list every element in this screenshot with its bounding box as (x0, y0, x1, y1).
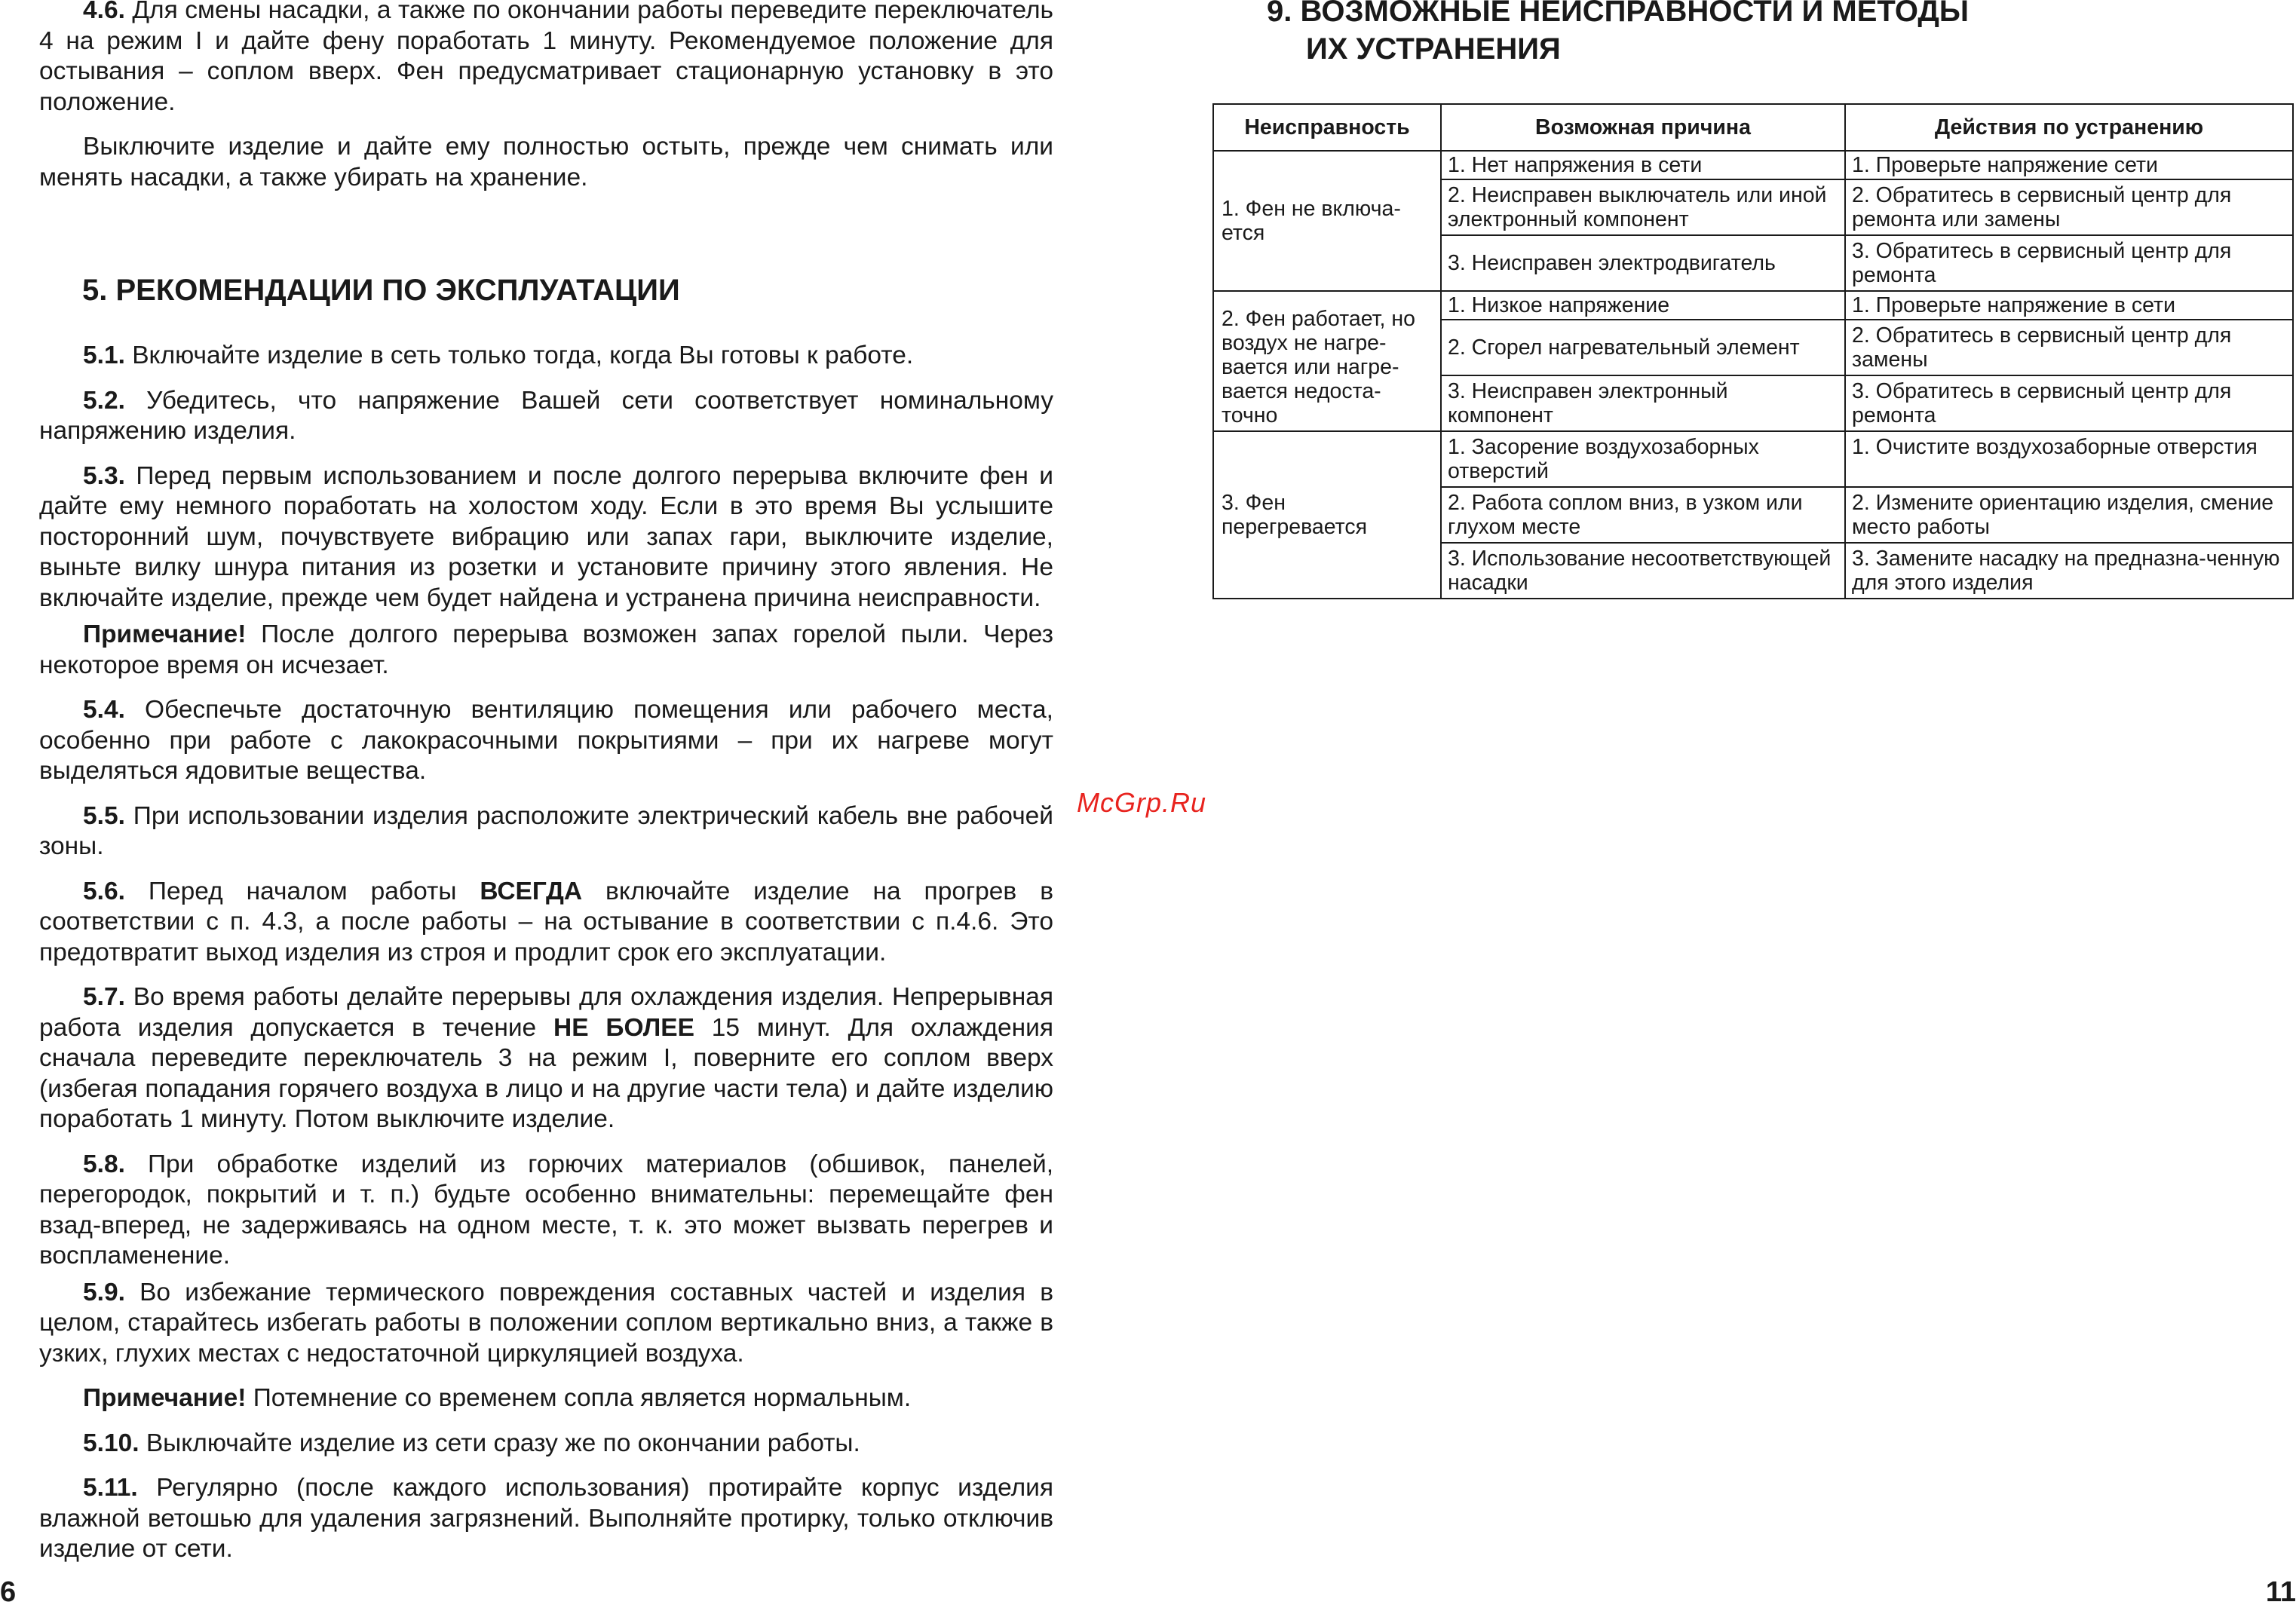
action-cell: 1. Проверьте напряжение сети (1845, 151, 2293, 179)
paragraph-4-6-cont: Выключите изделие и дайте ему полностью остыть, прежде чем снимать или менять насадки, а также убирать на хранение. (39, 133, 1053, 191)
paragraph-5-10: 5.10. Выключайте изделие из сети сразу же по окончании работы. (83, 1429, 860, 1457)
cause-cell: 3. Использование несоответствующей насадки (1441, 543, 1845, 599)
watermark: McGrp.Ru (1077, 787, 1207, 818)
page-number-right: 11 (2265, 1576, 2296, 1608)
fault-cell: 3. Фен перегревается (1213, 431, 1441, 599)
page-number-left: 6 (0, 1576, 17, 1608)
table-header-row (1213, 104, 2293, 151)
left-page (39, 0, 1053, 1579)
paragraph-5-5: 5.5. При использовании изделия расположите электрический кабель вне рабочей зоны. (39, 801, 1053, 860)
section-9-title-line-2: ИХ УСТРАНЕНИЯ (1306, 32, 1561, 66)
paragraph-5-9: 5.9. Во избежание термического повреждения составных частей и изделия в целом, старайтесь избегать работы в положении соплом вертикально вниз, а также в узких, глухих местах с недостаточной циркуляцией воздуха. (39, 1278, 1053, 1368)
paragraph-5-2: 5.2. Убедитесь, что напряжение Вашей сети соответствует номинальному напряжению изделия. (39, 386, 1053, 445)
table-row (1213, 291, 2293, 320)
paragraph-5-11: 5.11. Регулярно (после каждого использования) протирайте корпус изделия влажной ветошью для удаления загрязнений. Выполняйте протирку, только отключив изделие от сети. (39, 1474, 1053, 1563)
paragraph-5-4: 5.4. Обеспечьте достаточную вентиляцию помещения или рабочего места, особенно при работе с лакокрасочными покрытиями – при их нагреве могут выделяться ядовитые вещества. (39, 696, 1053, 785)
item-number: 4.6. (83, 0, 125, 24)
table-row (1213, 431, 2293, 487)
paragraph-5-8: 5.8. При обработке изделий из горючих материалов (обшивок, панелей, перегородок, покрытий и т. п.) будьте особенно внимательны: перемещайте фен взад-вперед, не задерживаясь на одном месте, т. к. это может вызвать перегрев и воспламенение. (39, 1150, 1053, 1270)
action-cell: 3. Обратитесь в сервисный центр для ремонта (1845, 235, 2293, 291)
cause-cell: 2. Сгорел нагревательный элемент (1441, 320, 1845, 375)
cause-cell: 3. Неисправен электродвигатель (1441, 235, 1845, 291)
action-cell: 2. Обратитесь в сервисный центр для замены (1845, 320, 2293, 375)
fault-cell: 2. Фен работает, но воздух не нагре-вается или нагре-вается недоста-точно (1213, 291, 1441, 431)
fault-cell: 1. Фен не включа-ется (1213, 151, 1441, 291)
note-2: Примечание! Потемнение со временем сопла является нормальным. (83, 1384, 912, 1412)
cause-cell: 2. Неисправен выключатель или иной электронный компонент (1441, 179, 1845, 235)
section-5-title: 5. РЕКОМЕНДАЦИИ ПО ЭКСПЛУАТАЦИИ (82, 274, 680, 307)
header-action: Действия по устранению (1845, 104, 2293, 151)
cause-cell: 1. Засорение воздухозаборных отверстий (1441, 431, 1845, 487)
action-cell: 2. Обратитесь в сервисный центр для ремонта или замены (1845, 179, 2293, 235)
cause-cell: 3. Неисправен электронный компонент (1441, 375, 1845, 431)
cause-cell: 1. Низкое напряжение (1441, 291, 1845, 320)
action-cell: 3. Обратитесь в сервисный центр для ремонта (1845, 375, 2293, 431)
cause-cell: 2. Работа соплом вниз, в узком или глухом месте (1441, 487, 1845, 543)
note-1: Примечание! После долгого перерыва возможен запах горелой пыли. Через некоторое время он исчезает. (39, 620, 1053, 679)
header-cause: Возможная причина (1441, 104, 1845, 151)
paragraph-5-3: 5.3. Перед первым использованием и после долгого перерыва включите фен и дайте ему немного поработать на холостом ходу. Если в это время Вы услышите посторонний шум, почувствуете вибрацию или запах гари, выключите изделие, выньте вилку шнура питания из розетки и установите причину этого явления. Не включайте изделие, прежде чем будет найдена и устранена причина неисправности. (39, 461, 1053, 612)
paragraph-5-6: 5.6. Перед началом работы ВСЕГДА включайте изделие на прогрев в соответствии с п. 4.3, а после работы – на остывание в соответствии с п.4.6. Это предотвратит выход изделия из строя и продлит срок его эксплуатации. (39, 877, 1054, 966)
paragraph-5-7: 5.7. Во время работы делайте перерывы для охлаждения изделия. Непрерывная работа изделия допускается в течение НЕ БОЛЕЕ 15 минут. Для охлаждения сначала переведите переключатель 3 на режим I, поверните его соплом вверх (избегая попадания горячего воздуха в лицо и на другие части тела) и дайте изделию поработать 1 минуту. Потом выключите изделие. (39, 983, 1053, 1133)
action-cell: 1. Очистите воздухозаборные отверстия (1845, 431, 2293, 487)
section-9-title (1267, 0, 1969, 68)
action-cell: 2. Измените ориентацию изделия, смение место работы (1845, 487, 2293, 543)
action-cell: 1. Проверьте напряжение в сети (1845, 291, 2293, 320)
section-9-title-line-1: 9. ВОЗМОЖНЫЕ НЕИСПРАВНОСТИ И МЕТОДЫ (1267, 0, 1970, 28)
table-row (1213, 151, 2293, 179)
header-fault: Неисправность (1213, 104, 1441, 151)
action-cell: 3. Замените насадку на предназна-ченную для этого изделия (1845, 543, 2293, 599)
cause-cell: 1. Нет напряжения в сети (1441, 151, 1845, 179)
paragraph-4-6: 4.6. Для смены насадки, а также по окончании работы переведите переключатель 4 на режим I и дайте фену поработать 1 минуту. Рекомендуемое положение для остывания – соплом вверх. Фен предусматривает стационарную установку в это положение. (39, 0, 1053, 118)
troubleshooting-table (1212, 103, 2294, 599)
paragraph-5-1: 5.1. Включайте изделие в сеть только тогда, когда Вы готовы к работе. (83, 342, 914, 369)
